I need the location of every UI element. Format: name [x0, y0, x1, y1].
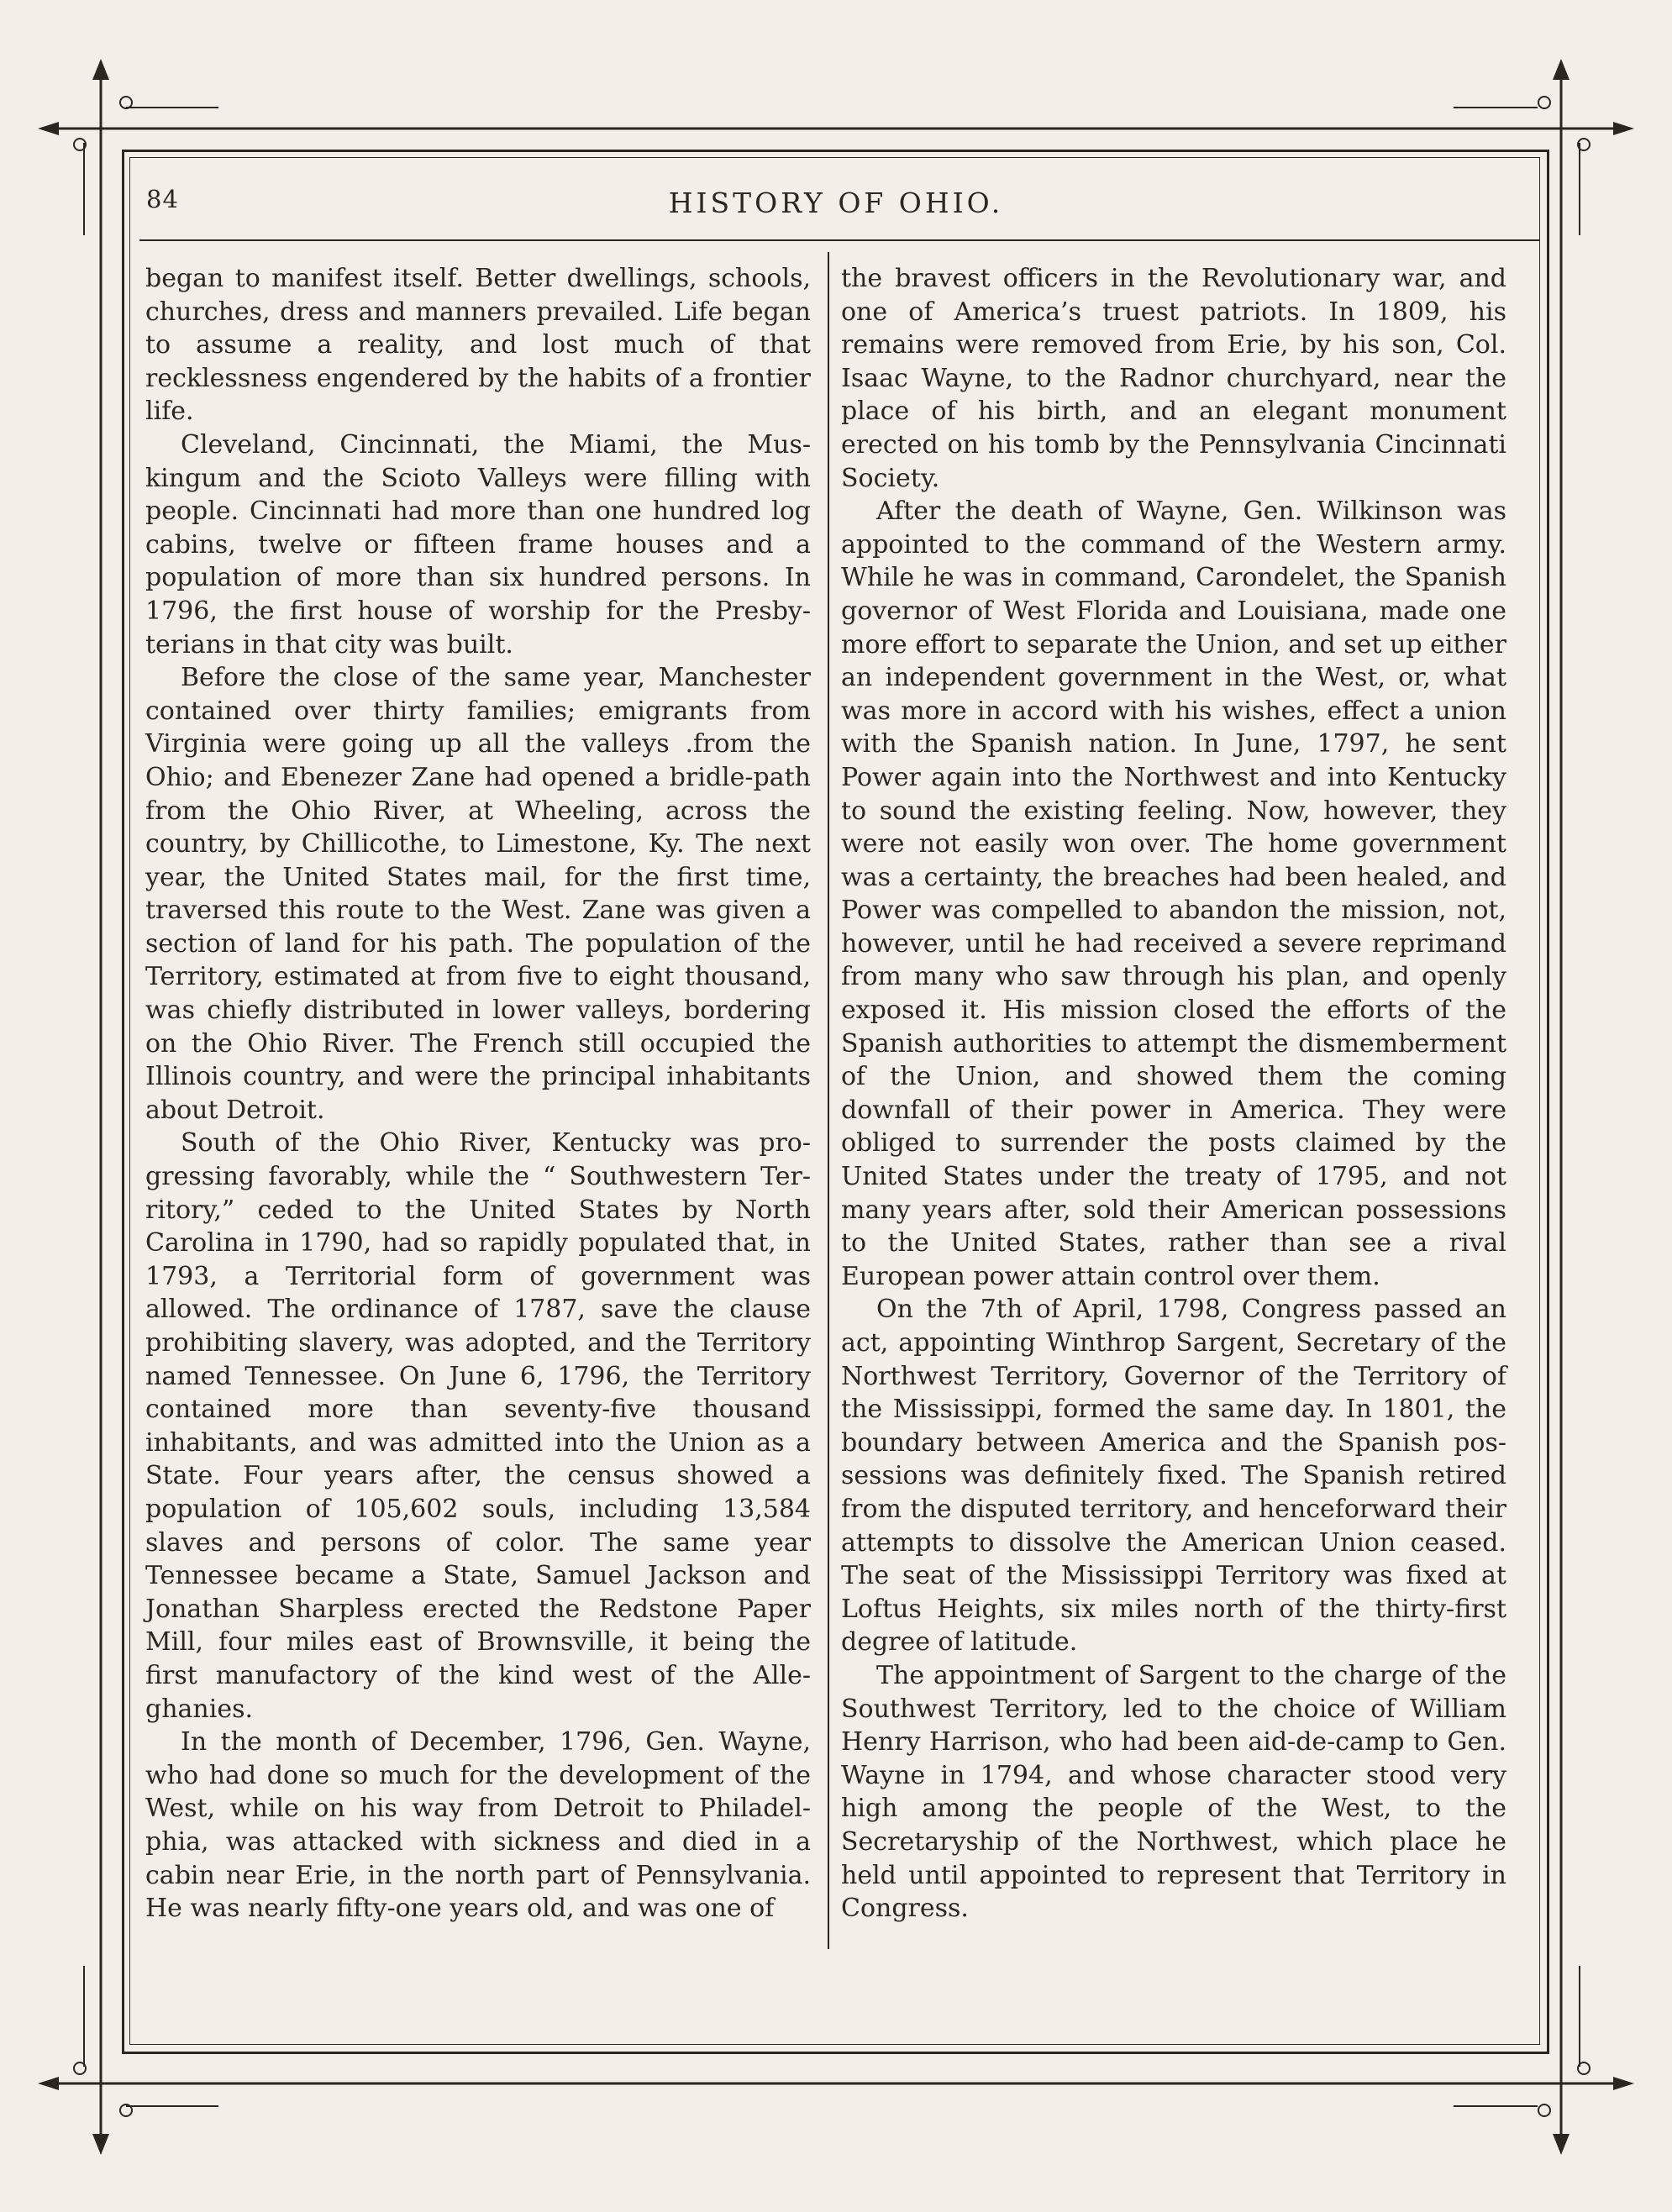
paragraph: South of the Ohio River, Kentucky was progressing favorably, while the “ Southwestern Territory,” ceded to the United States by North Carolina in 1790, had so rapidly populated that, in 1793, a Territorial form of government was allowed. The ordinance of 1787, save the clause prohibiting slavery, was adopted, and the Territory named Tennessee. On June 6, 1796, the Territory contained more than seventy-five thousand inhabitants, and was admitted into the Union as a State. Four years after, the census showed a population of 105,602 souls, including 13,584 slaves and persons of color. The same year Tennessee became a State, Samuel Jackson and Jonathan Sharpless erected the Redstone Paper Mill, four miles east of Brownsville, it being the first manufactory of the kind west of the Alleghanies. — [145, 1128, 811, 1724]
paragraph: began to manifest itself. Better dwellings, schools, churches, dress and manners prevailed. Life began to assume a reality, and lost much of that recklessness engendered by the habits of a frontier life. — [145, 264, 811, 427]
paragraph: After the death of Wayne, Gen. Wilkinson was appointed to the command of the Western army. While he was in command, Carondelet, the Spanish governor of West Florida and Louisiana, made one more effort to separate the Union, and set up either an independent government in the West, or, what was more in accord with his wishes, effect a union with the Spanish nation. In June, 1797, he sent Power again into the Northwest and into Kentucky to sound the existing feeling. Now, however, they were not easily won over. The home government was a certainty, the breaches had been healed, and Power was compelled to abandon the mission, not, however, until he had received a severe reprimand from many who saw through his plan, and openly exposed it. His mission closed the efforts of the Spanish authorities to attempt the dismemberment of the Union, and showed them the coming downfall of their power in America. They were obliged to surrender the posts claimed by the United States under the treaty of 1795, and not many years after, sold their American possessions to the United States, rather than see a rival European power attain control over them. — [841, 497, 1506, 1291]
header-rule — [139, 239, 1539, 241]
right-column — [841, 262, 1506, 1926]
paragraph: Before the close of the same year, Manchester contained over thirty families; emigrants from Virginia were going up all the valleys .from the Ohio; and Ebenezer Zane had opened a bridle-path from the Ohio River, at Wheeling, across the country, by Chillicothe, to Limestone, Ky. The next year, the United States mail, for the first time, traversed this route to the West. Zane was given a section of land for his path. The population of the Territory, estimated at from five to eight thousand, was chiefly distributed in lower valleys, bordering on the Ohio River. The French still occupied the Illinois country, and were the principal inhabitants about Detroit. — [145, 663, 811, 1125]
page-number: 84 — [146, 185, 179, 213]
paragraph: The appointment of Sargent to the charge of the Southwest Territory, led to the choice of William Henry Harrison, who had been aid-de-camp to Gen. Wayne in 1794, and whose character stood very high among the people of the West, to the Secretaryship of the Northwest, which place he held until appointed to represent that Territory in Congress. — [841, 1660, 1506, 1924]
left-column — [145, 262, 811, 1926]
column-divider — [828, 252, 829, 1949]
paragraph: Cleveland, Cincinnati, the Miami, the Muskingum and the Scioto Valleys were filling with people. Cincinnati had more than one hundred log cabins, twelve or fifteen frame houses and a population of more than six hundred persons. In 1796, the first house of worship for the Presbyterians in that city was built. — [145, 429, 811, 659]
paragraph: In the month of December, 1796, Gen. Wayne, who had done so much for the development of the West, while on his way from Detroit to Philadelphia, was attacked with sickness and died in a cabin near Erie, in the north part of Pennsylvania. He was nearly fifty-one years old, and was one of — [145, 1727, 811, 1924]
paragraph: the bravest officers in the Revolutionary war, and one of America’s truest patriots. In 1809, his remains were removed from Erie, by his son, Col. Isaac Wayne, to the Radnor churchyard, near the place of his birth, and an elegant monument erected on his tomb by the Pennsylvania Cincinnati Society. — [841, 264, 1506, 493]
paragraph: On the 7th of April, 1798, Congress passed an act, appointing Winthrop Sargent, Secretary of the Northwest Territory, Governor of the Territory of the Mississippi, formed the same day. In 1801, the boundary between America and the Spanish possessions was definitely fixed. The Spanish retired from the disputed territory, and henceforward their attempts to dissolve the American Union ceased. The seat of the Mississippi Territory was fixed at Loftus Heights, six miles north of the thirty-first degree of latitude. — [841, 1295, 1506, 1658]
running-title: HISTORY OF OHIO. — [668, 187, 1004, 219]
